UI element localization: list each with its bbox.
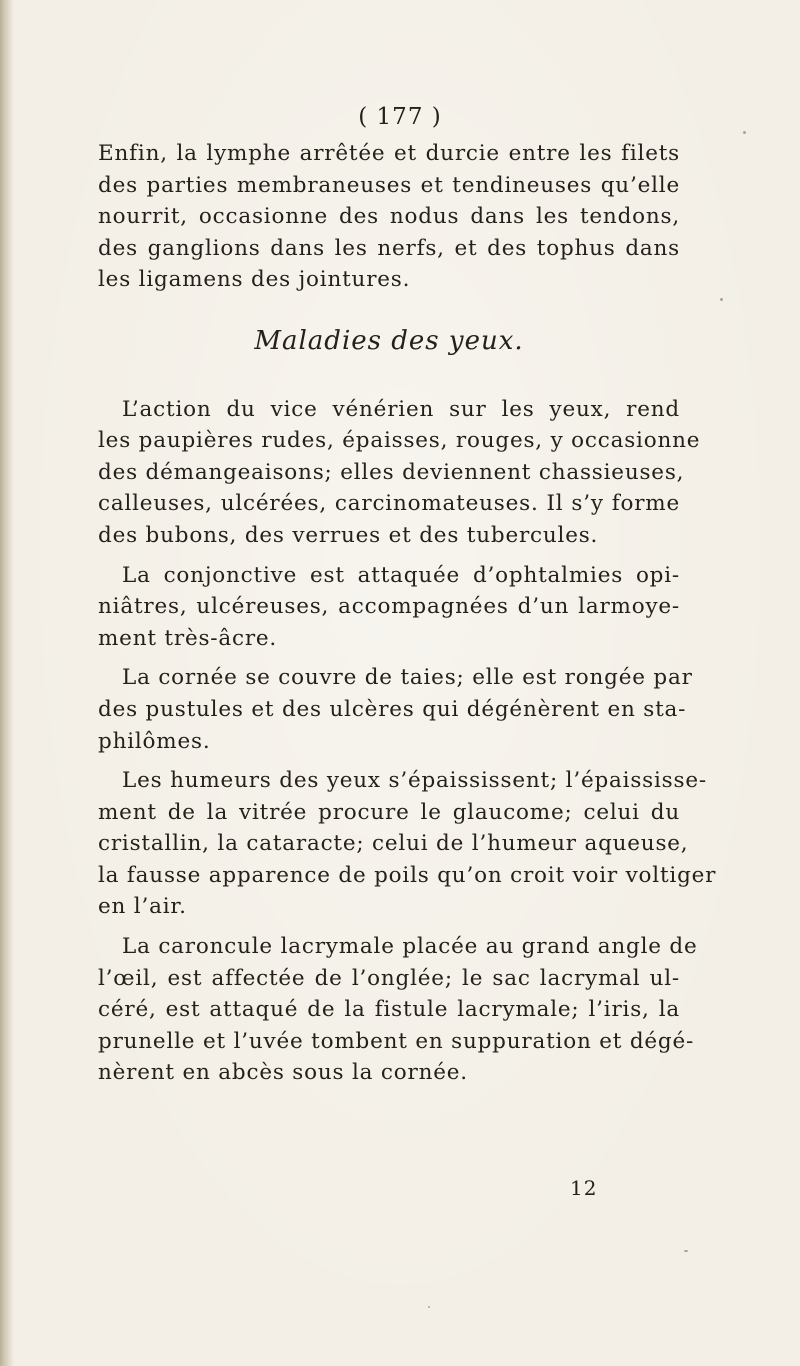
text-line: en l’air. <box>98 894 187 920</box>
text-line: les paupières rudes, épaisses, rouges, y occasionne <box>98 428 701 454</box>
signature-mark: 12 <box>570 1176 598 1200</box>
text-line: cristallin, la cataracte; celui de l’humeur aqueuse, <box>98 831 689 857</box>
main-text <box>98 138 717 1089</box>
text-line: philômes. <box>98 728 211 754</box>
text-line: céré, est attaqué de la fistule lacrymale; l’iris, la <box>98 997 680 1023</box>
paper-speck <box>720 298 723 301</box>
paragraph-conjunctiva <box>98 560 680 655</box>
text-line: des bubons, des verrues et des tubercules. <box>98 522 599 548</box>
text-line: l’œil, est affectée de l’onglée; le sac lacrymal ul- <box>98 965 680 991</box>
text-line: calleuses, ulcérées, carcinomateuses. Il s’y forme <box>98 491 680 517</box>
text-line: des parties membraneuses et tendineuses qu’elle <box>98 172 680 198</box>
text-line: niâtres, ulcéreuses, accompagnées d’un larmoye- <box>98 594 680 620</box>
page-number: ( 177 ) <box>358 104 442 130</box>
paragraph-caruncle <box>98 931 698 1089</box>
text-line: Les humeurs des yeux s’épaississent; l’épaississe- <box>122 768 707 794</box>
paragraph-humors <box>98 765 717 923</box>
text-line: des démangeaisons; elles deviennent chassieuses, <box>98 459 685 485</box>
text-line: la fausse apparence de poils qu’on croit voir voltiger <box>98 862 717 888</box>
paragraph-cornea <box>98 662 693 757</box>
text-line: La conjonctive est attaquée d’ophtalmies opi- <box>122 562 680 588</box>
section-heading: Maladies des yeux. <box>254 325 524 356</box>
text-line: prunelle et l’uvée tombent en suppuration et dégé- <box>98 1028 695 1054</box>
text-line: des pustules et des ulcères qui dégénèrent en sta- <box>98 696 687 722</box>
paragraph-lymph <box>98 138 680 296</box>
paper-speck <box>743 131 746 134</box>
text-line: ment très-âcre. <box>98 625 278 651</box>
text-line: La cornée se couvre de taies; elle est rongée par <box>122 665 693 691</box>
text-line: des ganglions dans les nerfs, et des tophus dans <box>98 235 680 261</box>
page-binding-edge <box>0 0 14 1366</box>
text-line: Enfin, la lymphe arrêtée et durcie entre les filets <box>98 141 680 166</box>
text-line: L’action du vice vénérien sur les yeux, rend <box>122 396 680 422</box>
text-line: La caroncule lacrymale placée au grand angle de <box>122 934 698 960</box>
paragraph-eyelids <box>98 394 701 552</box>
paper-speck <box>428 1306 430 1308</box>
paper-speck <box>684 1250 688 1252</box>
text-line: nourrit, occasionne des nodus dans les tendons, <box>98 204 680 230</box>
text-line: les ligamens des jointures. <box>98 267 411 293</box>
text-line: ment de la vitrée procure le glaucome; celui du <box>98 799 680 825</box>
text-line: nèrent en abcès sous la cornée. <box>98 1060 468 1086</box>
